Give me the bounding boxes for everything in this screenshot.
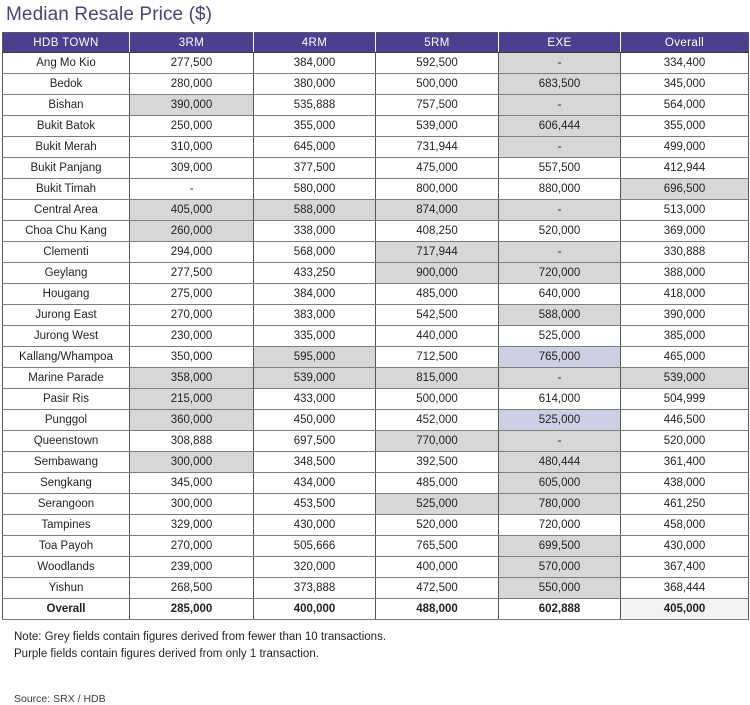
cell-town: Queenstown	[3, 431, 130, 452]
cell-overall: 390,000	[621, 305, 749, 326]
column-header-4rm: 4RM	[254, 33, 376, 53]
cell-4rm: 434,000	[254, 473, 376, 494]
cell-4rm: 377,500	[254, 158, 376, 179]
cell-4rm: 348,500	[254, 452, 376, 473]
cell-town: Bukit Merah	[3, 137, 130, 158]
cell-3rm: 250,000	[130, 116, 254, 137]
cell-total-overall: 405,000	[621, 599, 749, 620]
source-attribution: Source: SRX / HDB	[14, 693, 106, 705]
table-row	[3, 494, 749, 515]
cell-4rm: 697,500	[254, 431, 376, 452]
cell-5rm: 440,000	[376, 326, 499, 347]
cell-town: Bukit Panjang	[3, 158, 130, 179]
median-resale-price-table	[2, 32, 749, 620]
cell-overall: 499,000	[621, 137, 749, 158]
cell-4rm: 384,000	[254, 284, 376, 305]
table-row	[3, 557, 749, 578]
table-row	[3, 326, 749, 347]
cell-overall: 504,999	[621, 389, 749, 410]
cell-overall: 388,000	[621, 263, 749, 284]
cell-4rm: 645,000	[254, 137, 376, 158]
table-body	[3, 53, 749, 620]
cell-4rm: 588,000	[254, 200, 376, 221]
table-row	[3, 116, 749, 137]
cell-3rm: 358,000	[130, 368, 254, 389]
cell-3rm: -	[130, 179, 254, 200]
cell-town: Sembawang	[3, 452, 130, 473]
cell-exe: -	[499, 95, 621, 116]
cell-total-4rm: 400,000	[254, 599, 376, 620]
cell-3rm: 215,000	[130, 389, 254, 410]
cell-total-exe: 602,888	[499, 599, 621, 620]
cell-4rm: 595,000	[254, 347, 376, 368]
cell-4rm: 539,000	[254, 368, 376, 389]
table-row	[3, 221, 749, 242]
cell-exe: -	[499, 242, 621, 263]
cell-3rm: 277,500	[130, 53, 254, 74]
cell-overall: 430,000	[621, 536, 749, 557]
cell-5rm: 408,250	[376, 221, 499, 242]
table-row	[3, 410, 749, 431]
table-notes	[14, 629, 750, 663]
cell-4rm: 433,250	[254, 263, 376, 284]
cell-5rm: 712,500	[376, 347, 499, 368]
table-row	[3, 389, 749, 410]
cell-4rm: 355,000	[254, 116, 376, 137]
table-row	[3, 368, 749, 389]
table-row	[3, 305, 749, 326]
cell-3rm: 309,000	[130, 158, 254, 179]
cell-overall: 361,400	[621, 452, 749, 473]
table-row	[3, 473, 749, 494]
cell-5rm: 485,000	[376, 473, 499, 494]
cell-3rm: 268,500	[130, 578, 254, 599]
cell-town: Sengkang	[3, 473, 130, 494]
header-row	[3, 33, 749, 53]
cell-5rm: 500,000	[376, 74, 499, 95]
cell-exe: 588,000	[499, 305, 621, 326]
cell-5rm: 485,000	[376, 284, 499, 305]
cell-5rm: 900,000	[376, 263, 499, 284]
cell-3rm: 230,000	[130, 326, 254, 347]
cell-exe: -	[499, 368, 621, 389]
cell-overall: 458,000	[621, 515, 749, 536]
cell-4rm: 580,000	[254, 179, 376, 200]
cell-5rm: 874,000	[376, 200, 499, 221]
cell-5rm: 542,500	[376, 305, 499, 326]
cell-overall: 461,250	[621, 494, 749, 515]
cell-3rm: 270,000	[130, 536, 254, 557]
table-row	[3, 95, 749, 116]
cell-3rm: 360,000	[130, 410, 254, 431]
cell-4rm: 383,000	[254, 305, 376, 326]
table-row	[3, 74, 749, 95]
cell-overall: 334,400	[621, 53, 749, 74]
cell-5rm: 815,000	[376, 368, 499, 389]
cell-town: Clementi	[3, 242, 130, 263]
cell-5rm: 392,500	[376, 452, 499, 473]
cell-3rm: 300,000	[130, 452, 254, 473]
table-total-row	[3, 599, 749, 620]
cell-5rm: 757,500	[376, 95, 499, 116]
cell-3rm: 275,000	[130, 284, 254, 305]
cell-overall: 696,500	[621, 179, 749, 200]
cell-town: Hougang	[3, 284, 130, 305]
cell-exe: 525,000	[499, 326, 621, 347]
table-row	[3, 452, 749, 473]
cell-exe: -	[499, 200, 621, 221]
cell-overall: 385,000	[621, 326, 749, 347]
cell-town: Bedok	[3, 74, 130, 95]
table-row	[3, 137, 749, 158]
cell-5rm: 500,000	[376, 389, 499, 410]
cell-5rm: 520,000	[376, 515, 499, 536]
cell-4rm: 335,000	[254, 326, 376, 347]
cell-overall: 345,000	[621, 74, 749, 95]
cell-town: Bukit Timah	[3, 179, 130, 200]
cell-exe: 525,000	[499, 410, 621, 431]
cell-4rm: 568,000	[254, 242, 376, 263]
cell-overall: 539,000	[621, 368, 749, 389]
note-purple-fields: Purple fields contain figures derived from only 1 transaction.	[14, 648, 319, 660]
cell-overall: 368,444	[621, 578, 749, 599]
cell-overall: 446,500	[621, 410, 749, 431]
cell-3rm: 405,000	[130, 200, 254, 221]
cell-exe: 570,000	[499, 557, 621, 578]
column-header-exe: EXE	[499, 33, 621, 53]
cell-4rm: 535,888	[254, 95, 376, 116]
cell-4rm: 450,000	[254, 410, 376, 431]
table-row	[3, 515, 749, 536]
cell-exe: 557,500	[499, 158, 621, 179]
cell-town: Choa Chu Kang	[3, 221, 130, 242]
cell-town: Pasir Ris	[3, 389, 130, 410]
table-row	[3, 242, 749, 263]
cell-overall: 438,000	[621, 473, 749, 494]
cell-exe: 520,000	[499, 221, 621, 242]
cell-town: Geylang	[3, 263, 130, 284]
cell-exe: 550,000	[499, 578, 621, 599]
cell-town: Bishan	[3, 95, 130, 116]
cell-3rm: 270,000	[130, 305, 254, 326]
cell-town: Yishun	[3, 578, 130, 599]
cell-4rm: 373,888	[254, 578, 376, 599]
table-row	[3, 158, 749, 179]
cell-exe: 765,000	[499, 347, 621, 368]
cell-town: Ang Mo Kio	[3, 53, 130, 74]
table-row	[3, 578, 749, 599]
cell-exe: 614,000	[499, 389, 621, 410]
cell-town: Jurong East	[3, 305, 130, 326]
cell-5rm: 770,000	[376, 431, 499, 452]
cell-3rm: 350,000	[130, 347, 254, 368]
cell-3rm: 280,000	[130, 74, 254, 95]
table-row	[3, 200, 749, 221]
table-row	[3, 263, 749, 284]
cell-3rm: 239,000	[130, 557, 254, 578]
table-row	[3, 284, 749, 305]
table-row	[3, 536, 749, 557]
table-row	[3, 179, 749, 200]
column-header-5rm: 5RM	[376, 33, 499, 53]
cell-4rm: 320,000	[254, 557, 376, 578]
cell-3rm: 310,000	[130, 137, 254, 158]
cell-town: Punggol	[3, 410, 130, 431]
cell-5rm: 765,500	[376, 536, 499, 557]
cell-3rm: 294,000	[130, 242, 254, 263]
cell-5rm: 472,500	[376, 578, 499, 599]
cell-exe: 606,444	[499, 116, 621, 137]
cell-5rm: 400,000	[376, 557, 499, 578]
cell-total-3rm: 285,000	[130, 599, 254, 620]
cell-5rm: 800,000	[376, 179, 499, 200]
cell-3rm: 345,000	[130, 473, 254, 494]
cell-town: Toa Payoh	[3, 536, 130, 557]
cell-5rm: 717,944	[376, 242, 499, 263]
cell-overall: 367,400	[621, 557, 749, 578]
cell-overall: 412,944	[621, 158, 749, 179]
table-header	[3, 33, 749, 53]
cell-town: Jurong West	[3, 326, 130, 347]
cell-4rm: 505,666	[254, 536, 376, 557]
cell-town: Tampines	[3, 515, 130, 536]
cell-5rm: 525,000	[376, 494, 499, 515]
cell-overall: 513,000	[621, 200, 749, 221]
cell-5rm: 539,000	[376, 116, 499, 137]
cell-exe: 720,000	[499, 515, 621, 536]
cell-4rm: 430,000	[254, 515, 376, 536]
cell-5rm: 452,000	[376, 410, 499, 431]
column-header-town: HDB TOWN	[3, 33, 130, 53]
cell-overall: 564,000	[621, 95, 749, 116]
cell-exe: -	[499, 431, 621, 452]
cell-town: Kallang/Whampoa	[3, 347, 130, 368]
cell-4rm: 380,000	[254, 74, 376, 95]
cell-exe: 880,000	[499, 179, 621, 200]
cell-exe: 605,000	[499, 473, 621, 494]
cell-exe: 699,500	[499, 536, 621, 557]
cell-5rm: 731,944	[376, 137, 499, 158]
cell-overall: 465,000	[621, 347, 749, 368]
cell-town: Serangoon	[3, 494, 130, 515]
table-row	[3, 53, 749, 74]
cell-3rm: 329,000	[130, 515, 254, 536]
cell-town: Central Area	[3, 200, 130, 221]
cell-exe: 640,000	[499, 284, 621, 305]
cell-town: Woodlands	[3, 557, 130, 578]
cell-overall: 330,888	[621, 242, 749, 263]
cell-3rm: 390,000	[130, 95, 254, 116]
column-header-overall: Overall	[621, 33, 749, 53]
cell-overall: 355,000	[621, 116, 749, 137]
page-title: Median Resale Price ($)	[6, 4, 213, 25]
cell-4rm: 433,000	[254, 389, 376, 410]
cell-overall: 418,000	[621, 284, 749, 305]
column-header-3rm: 3RM	[130, 33, 254, 53]
cell-3rm: 300,000	[130, 494, 254, 515]
cell-town: Marine Parade	[3, 368, 130, 389]
cell-exe: 683,500	[499, 74, 621, 95]
cell-4rm: 453,500	[254, 494, 376, 515]
table-row	[3, 431, 749, 452]
cell-4rm: 384,000	[254, 53, 376, 74]
cell-3rm: 260,000	[130, 221, 254, 242]
cell-exe: 480,444	[499, 452, 621, 473]
cell-total-5rm: 488,000	[376, 599, 499, 620]
cell-town: Bukit Batok	[3, 116, 130, 137]
cell-5rm: 475,000	[376, 158, 499, 179]
cell-total-label: Overall	[3, 599, 130, 620]
cell-overall: 369,000	[621, 221, 749, 242]
cell-exe: 720,000	[499, 263, 621, 284]
cell-3rm: 308,888	[130, 431, 254, 452]
cell-exe: 780,000	[499, 494, 621, 515]
table-row	[3, 347, 749, 368]
cell-5rm: 592,500	[376, 53, 499, 74]
cell-4rm: 338,000	[254, 221, 376, 242]
cell-exe: -	[499, 137, 621, 158]
cell-3rm: 277,500	[130, 263, 254, 284]
cell-overall: 520,000	[621, 431, 749, 452]
note-grey-fields: Note: Grey fields contain figures derived from fewer than 10 transactions.	[14, 631, 387, 643]
cell-exe: -	[499, 53, 621, 74]
